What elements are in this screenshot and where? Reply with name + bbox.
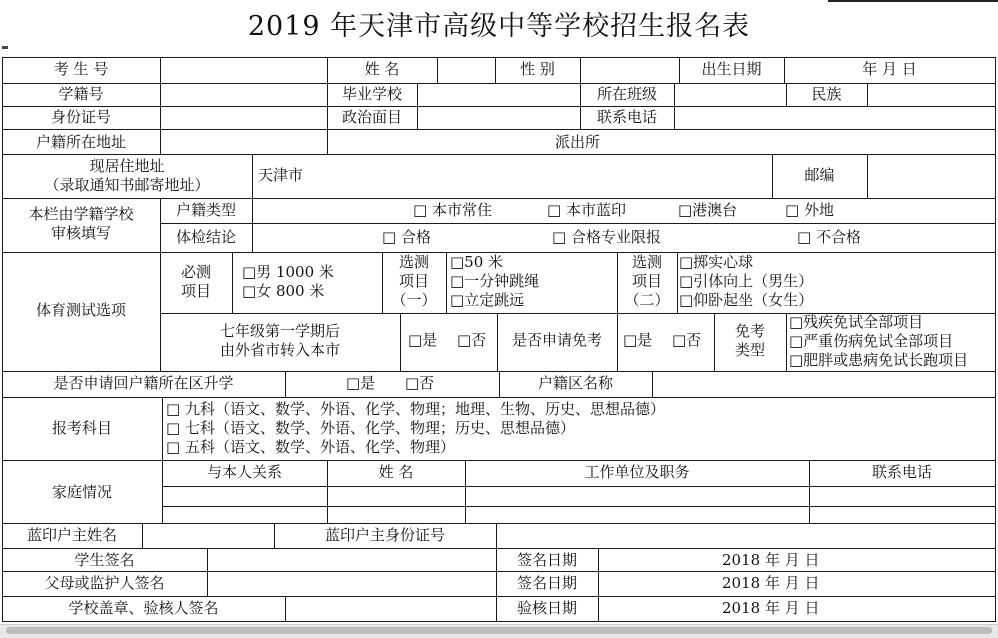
student-signature-label: 学生签名 [74, 551, 135, 569]
graduate-school-label: 毕业学校 [341, 85, 402, 103]
guardian-sign-date-label: 签名日期 [516, 574, 577, 592]
exemption-yes-option[interactable]: □是 [623, 331, 653, 349]
family-section-label: 家庭情况 [51, 483, 112, 501]
current-address-label: 现居住地址 [89, 157, 165, 175]
family-work-header: 工作单位及职务 [584, 463, 690, 481]
pe-required-label: 必测 [180, 263, 211, 281]
guardian-signature-label: 父母或监护人签名 [44, 574, 165, 592]
exam-subjects-label: 报考科目 [51, 419, 112, 437]
health-option-qualified[interactable]: □ 合格 [382, 228, 431, 246]
top-edge-line [828, 0, 998, 2]
blue-card-holder-name-label: 蓝印户主姓名 [26, 526, 117, 544]
hukou-option-local[interactable]: □ 本市常住 [413, 201, 492, 219]
pe-required-male-1000m[interactable]: □男 1000 米 [242, 263, 334, 281]
current-address-note: （录取通知书邮寄地址） [44, 176, 210, 194]
pe-test-label: 体育测试选项 [35, 301, 126, 319]
pe-optional-2-label-3: （二） [624, 291, 670, 309]
pe-option-rope-skipping[interactable]: □一分钟跳绳 [450, 272, 540, 290]
id-number-label: 身份证号 [50, 108, 111, 126]
left-edge-mark [2, 46, 8, 49]
blue-card-holder-id-label: 蓝印户主身份证号 [324, 526, 445, 544]
contact-phone-label: 联系电话 [596, 108, 657, 126]
exemption-type-label: 免考 [734, 322, 765, 340]
hukou-option-blue-card[interactable]: □ 本市蓝印 [547, 201, 626, 219]
hukou-option-nonlocal[interactable]: □ 外地 [785, 201, 834, 219]
police-station-label: 派出所 [554, 133, 600, 151]
exemption-injury-option[interactable]: □严重伤病免试全部项目 [789, 332, 954, 350]
class-label: 所在班级 [596, 85, 657, 103]
family-relation-header: 与本人关系 [206, 463, 282, 481]
exemption-type-label-2: 类型 [734, 341, 765, 359]
exemption-disability-option[interactable]: □残疾免试全部项目 [789, 313, 924, 331]
guardian-sign-date-value: 2018 年 月 日 [722, 574, 820, 592]
subjects-seven-option[interactable]: □ 七科（语文、数学、外语、化学、物理；历史、思想品德） [166, 419, 575, 437]
pe-optional-2-label-2: 项目 [631, 272, 662, 290]
verify-date-value: 2018 年 月 日 [722, 599, 820, 617]
hukou-district-label: 户籍区名称 [537, 374, 613, 392]
exemption-no-option[interactable]: □否 [672, 331, 702, 349]
student-sign-date-value: 2018 年 月 日 [722, 551, 820, 569]
pe-option-shot-put[interactable]: □掷实心球 [679, 253, 754, 271]
family-phone-header: 联系电话 [871, 463, 932, 481]
return-yes-option[interactable]: □是 [346, 374, 376, 392]
transfer-yes-option[interactable]: □是 [408, 331, 438, 349]
pe-option-pull-up[interactable]: □引体向上（男生） [679, 272, 814, 290]
pe-required-female-800m[interactable]: □女 800 米 [242, 282, 325, 300]
registration-form-table [2, 57, 996, 622]
pe-optional-1-label-3: （一） [391, 291, 437, 309]
hukou-type-label: 户籍类型 [175, 201, 236, 219]
form-title: 2019 年天津市高级中等学校招生报名表 [247, 11, 751, 42]
return-no-option[interactable]: □否 [405, 374, 435, 392]
student-sign-date-label: 签名日期 [516, 551, 577, 569]
pe-optional-1-label-2: 项目 [398, 272, 429, 290]
hukou-option-hk-macau-taiwan[interactable]: □港澳台 [678, 201, 738, 219]
transfer-question-label: 七年级第一学期后 [219, 322, 340, 340]
audit-section-label-2: 审核填写 [50, 224, 111, 242]
political-status-label: 政治面目 [341, 108, 402, 126]
transfer-question-label-2: 由外省市转入本市 [219, 341, 340, 359]
pe-optional-2-label: 选测 [631, 253, 662, 271]
transfer-no-option[interactable]: □否 [457, 331, 487, 349]
audit-section-label: 本栏由学籍学校 [28, 205, 134, 223]
family-name-header: 姓 名 [378, 463, 414, 481]
exemption-illness-option[interactable]: □肥胖或患病免试长跑项目 [789, 351, 969, 369]
birth-date-label: 出生日期 [701, 60, 762, 78]
current-address-value: 天津市 [258, 166, 304, 184]
birth-date-value: 年 月 日 [862, 60, 917, 78]
pe-option-sit-up[interactable]: □仰卧起坐（女生） [679, 291, 814, 309]
pe-option-50m[interactable]: □50 米 [450, 253, 504, 271]
hukou-address-label: 户籍所在地址 [35, 133, 126, 151]
return-district-question: 是否申请回户籍所在区升学 [53, 374, 234, 392]
scrollbar-thumb[interactable] [6, 627, 992, 634]
ethnicity-label: 民族 [811, 85, 842, 103]
verify-date-label: 验核日期 [516, 599, 577, 617]
name-label: 姓 名 [364, 60, 400, 78]
gender-label: 性 别 [520, 60, 555, 78]
subjects-five-option[interactable]: □ 五科（语文、数学、外语、化学、物理） [166, 438, 455, 456]
exam-number-label: 考 生 号 [53, 60, 109, 78]
student-number-label: 学籍号 [58, 85, 104, 103]
pe-required-label-2: 项目 [180, 282, 211, 300]
exemption-question-label: 是否申请免考 [511, 331, 602, 349]
school-stamp-label: 学校盖章、验核人签名 [68, 599, 219, 617]
postcode-label: 邮编 [804, 166, 835, 184]
health-option-unqualified[interactable]: □ 不合格 [797, 228, 861, 246]
health-check-label: 体检结论 [175, 228, 236, 246]
pe-optional-1-label: 选测 [398, 253, 429, 271]
health-option-limited[interactable]: □ 合格专业限报 [552, 228, 661, 246]
pe-option-standing-jump[interactable]: □立定跳远 [450, 291, 525, 309]
subjects-nine-option[interactable]: □ 九科（语文、数学、外语、化学、物理；地理、生物、历史、思想品德） [166, 400, 665, 418]
